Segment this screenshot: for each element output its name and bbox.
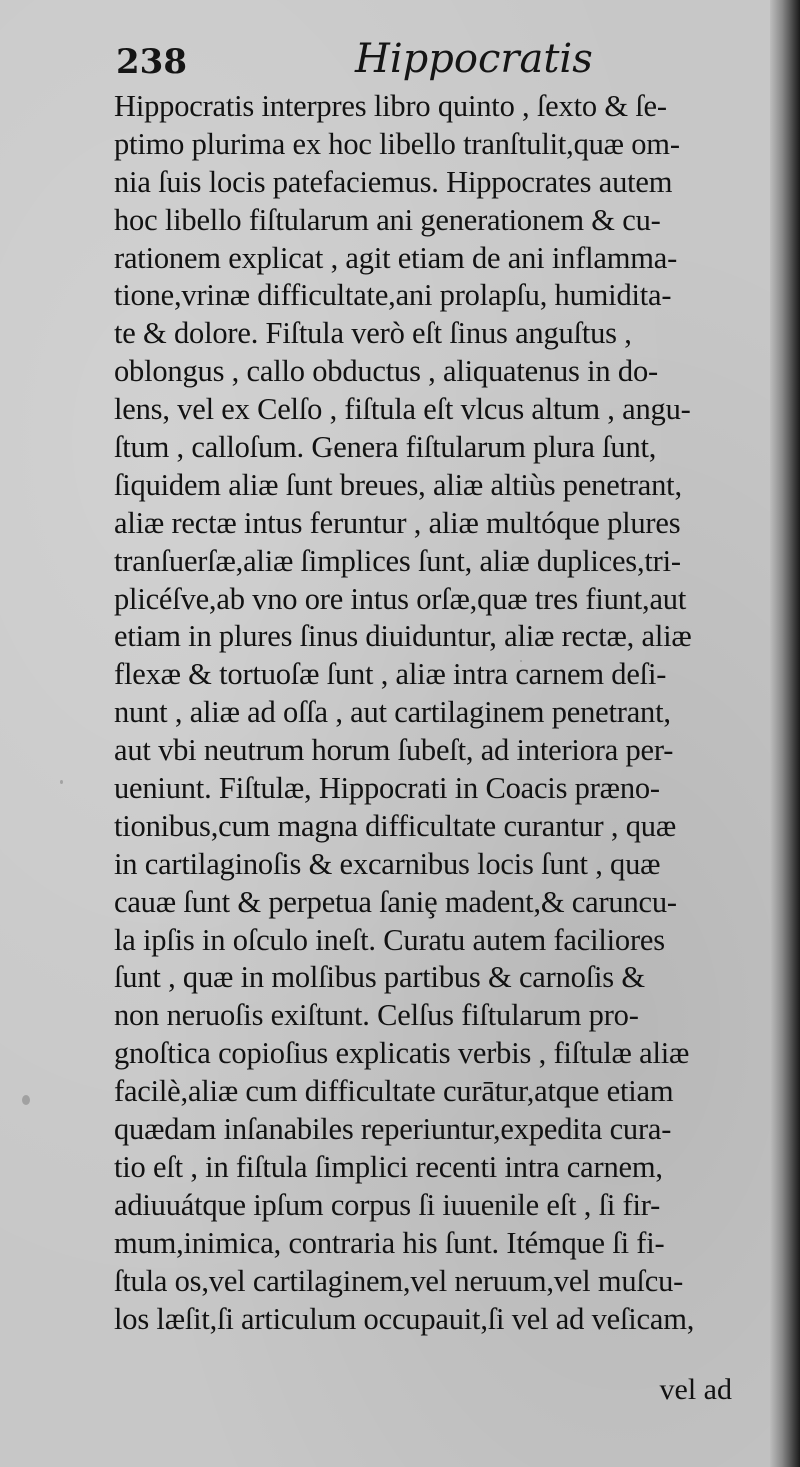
- text-line: aliæ rectæ intus feruntur , aliæ multóque plures: [114, 505, 681, 540]
- text-line: nunt , aliæ ad oſſa , aut cartilaginem penetrant,: [114, 695, 671, 730]
- page-number: 238: [116, 42, 187, 82]
- text-line: quædam inſanabiles reperiuntur,expedita cura-: [114, 1112, 672, 1147]
- text-line: oblongus , callo obductus , aliquatenus in do-: [114, 354, 658, 389]
- text-line: te & dolore. Fiſtula verò eſt ſinus anguſtus ,: [114, 316, 632, 351]
- text-line: nia ſuis locis patefaciemus. Hippocrates autem: [114, 164, 673, 199]
- text-line: adiuuátque ipſum corpus ſi iuuenile eſt , ſi fir-: [114, 1187, 661, 1222]
- text-line: etiam in plures ſinus diuiduntur, aliæ rectæ, aliæ: [114, 619, 692, 654]
- text-line: ſtula os,vel cartilaginem,vel neruum,vel muſcu-: [114, 1263, 684, 1298]
- text-line: ſtum , calloſum. Genera fiſtularum plura ſunt,: [114, 430, 657, 465]
- catchword: vel ad: [659, 1373, 732, 1406]
- text-line: mum,inimica, contraria his ſunt. Itémque ſi fi-: [114, 1225, 665, 1260]
- text-line: ſiquidem aliæ ſunt breues, aliæ altiùs penetrant,: [114, 467, 682, 502]
- running-title: Hippocratis: [355, 36, 593, 82]
- text-line: rationem explicat , agit etiam de ani inflamma-: [114, 240, 678, 275]
- text-line: ueniunt. Fiſtulæ, Hippocrati in Coacis præno-: [114, 771, 660, 806]
- text-line: ptimo plurima ex hoc libello tranſtulit,quæ om-: [114, 126, 680, 161]
- body-text: [114, 88, 760, 1338]
- running-head: [0, 28, 780, 88]
- text-line: tione,vrinæ difficultate,ani prolapſu, humidita-: [114, 278, 672, 313]
- text-line: hoc libello fiſtularum ani generationem & cu-: [114, 202, 661, 237]
- text-line: Hippocratis interpres libro quinto , ſexto & ſe-: [114, 89, 667, 123]
- text-line: ſunt , quæ in molſibus partibus & carnoſis &: [114, 960, 645, 995]
- text-line: non neruoſis exiſtunt. Celſus fiſtularum pro-: [114, 998, 639, 1033]
- text-line: lens, vel ex Celſo , fiſtula eſt vlcus altum , angu-: [114, 392, 691, 427]
- text-line: aut vbi neutrum horum ſubeſt, ad interiora per-: [114, 733, 674, 768]
- text-line: cauæ ſunt & perpetua ſaniȩ madent,& caruncu-: [114, 884, 677, 919]
- text-line: los læſit,ſi articulum occupauit,ſi vel ad veſicam,: [114, 1301, 695, 1336]
- text-line: in cartilaginoſis & excarnibus locis ſunt , quæ: [114, 846, 661, 881]
- page-edge-shadow: [770, 0, 800, 1467]
- text-line: tio eſt , in fiſtula ſimplici recenti intra carnem,: [114, 1149, 663, 1184]
- text-line: gnoſtica copioſius explicatis verbis , fiſtulæ aliæ: [114, 1036, 690, 1071]
- text-line: tranſuerſæ,aliæ ſimplices ſunt, aliæ duplices,tri-: [114, 543, 681, 578]
- text-line: plicéſve,ab vno ore intus orſæ,quæ tres fiunt,aut: [114, 581, 687, 616]
- text-line: la ipſis in oſculo ineſt. Curatu autem faciliores: [114, 922, 665, 957]
- text-line: tionibus,cum magna difficultate curantur , quæ: [114, 808, 676, 843]
- text-line: flexæ & tortuoſæ ſunt , aliæ intra carnem deſi-: [114, 657, 667, 692]
- text-line: facilè,aliæ cum difficultate curātur,atque etiam: [114, 1074, 674, 1109]
